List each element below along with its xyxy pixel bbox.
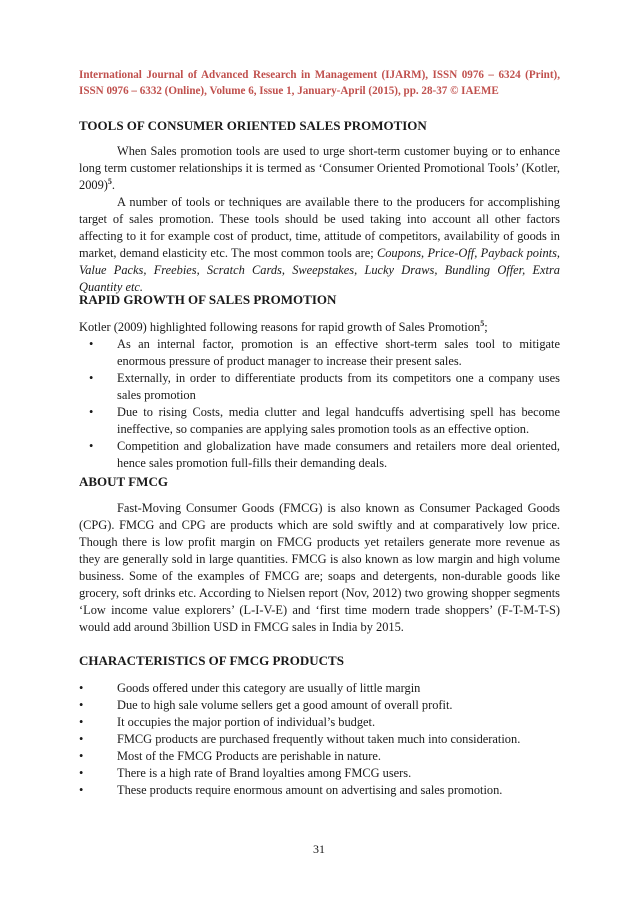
section-title-fmcg: ABOUT FMCG [79, 474, 168, 489]
list-item: • There is a high rate of Brand loyalties among FMCG users. [79, 766, 412, 780]
list-item: • Goods offered under this category are usually of little margin [79, 681, 421, 695]
bullet: • [89, 371, 94, 385]
list-item: • FMCG products are purchased frequently without taken much into consideration. [79, 732, 521, 746]
section-title-growth: RAPID GROWTH OF SALES PROMOTION [79, 292, 337, 307]
list-item: • These products require enormous amount on advertising and sales promotion. [79, 783, 503, 797]
bullet: • [79, 766, 84, 780]
list-item: • It occupies the major portion of individual’s budget. [79, 715, 376, 729]
list-item: • Most of the FMCG Products are perishable in nature. [79, 749, 381, 763]
paragraph-tools-1: When Sales promotion tools are used to urge short-term customer buying or to enhance long term customer relationships it is termed as ‘Consumer Oriented Promotional Tools’ (Kotler, 2009)$^5$. [79, 144, 560, 192]
characteristics-list [79, 680, 560, 799]
bullet: • [79, 715, 84, 729]
page-number: 31 [313, 842, 325, 856]
bullet: • [79, 732, 84, 746]
citation-superscript: 5 [107, 176, 112, 186]
tools-list-italic: Coupons, Price-Off, Payback points, Value Packs, Freebies, Scratch Cards, Sweepstakes, Lucky Draws, Bundling Offer, Extra Quantity etc. [79, 246, 560, 294]
bullet: • [89, 439, 94, 453]
list-item: • As an internal factor, promotion is an effective short-term sales tool to mitigate enormous pressure of product manager to increase their present sales. [89, 337, 560, 368]
journal-header: International Journal of Advanced Research in Management (IJARM), ISSN 0976 – 6324 (Print), ISSN 0976 – 6332 (Online), Volume 6, Issue 1, January-April (2015), pp. 28-37 © IAEME [79, 69, 560, 97]
bullet: • [79, 783, 84, 797]
growth-reasons-list [79, 336, 560, 472]
list-item: • Due to rising Costs, media clutter and legal handcuffs advertising spell has become ineffective, so companies are applying sales promotion tools as an effective option. [89, 405, 560, 436]
section-title-characteristics: CHARACTERISTICS OF FMCG PRODUCTS [79, 653, 344, 668]
section-title-tools: TOOLS OF CONSUMER ORIENTED SALES PROMOTION [79, 118, 427, 133]
list-item: • Due to high sale volume sellers get a good amount of overall profit. [79, 698, 453, 712]
bullet: • [79, 681, 84, 695]
list-item: • Competition and globalization have made consumers and retailers more deal oriented, hence sales promotion full-fills their demanding deals. [89, 439, 560, 470]
bullet: • [89, 405, 94, 419]
bullet: • [79, 698, 84, 712]
citation-superscript: 5 [480, 318, 485, 328]
paragraph-tools-2: A number of tools or techniques are available there to the producers for accomplishing target of sales promotion. These tools should be used taking into account all other factors affecting to it for example cost of product, time, attitude of competitors, availability of goods in market, demand elasticity etc. The most common tools are; Coupons, Price-Off, Payback points, Value Packs, Freebies, Scratch Cards, Sweepstakes, Lucky Draws, Bundling Offer, Extra Quantity etc. [79, 195, 560, 294]
list-item: • Externally, in order to differentiate products from its competitors one a company uses sales promotion [89, 371, 560, 402]
paragraph-growth-intro: Kotler (2009) highlighted following reasons for rapid growth of Sales Promotion$^5$; [79, 318, 488, 334]
paragraph-fmcg: Fast-Moving Consumer Goods (FMCG) is also known as Consumer Packaged Goods (CPG). FMCG and CPG are products which are sold swiftly and at comparatively low price. Though there is low profit margin on FMCG products yet retailers generate more revenue as they are generally sold in large quantities. FMCG is also known as low margin and high volume business. Some of the examples of FMCG are; soaps and detergents, non-durable goods like grocery, soft drinks etc. According to Nielsen report (Nov, 2012) two growing shopper segments ‘Low income value explorers’ (L-I-V-E) and ‘first time modern trade shoppers’ (F-T-M-T-S) would add around 3billion USD in FMCG sales in India by 2015. [79, 501, 560, 634]
bullet: • [79, 749, 84, 763]
bullet: • [89, 337, 94, 351]
